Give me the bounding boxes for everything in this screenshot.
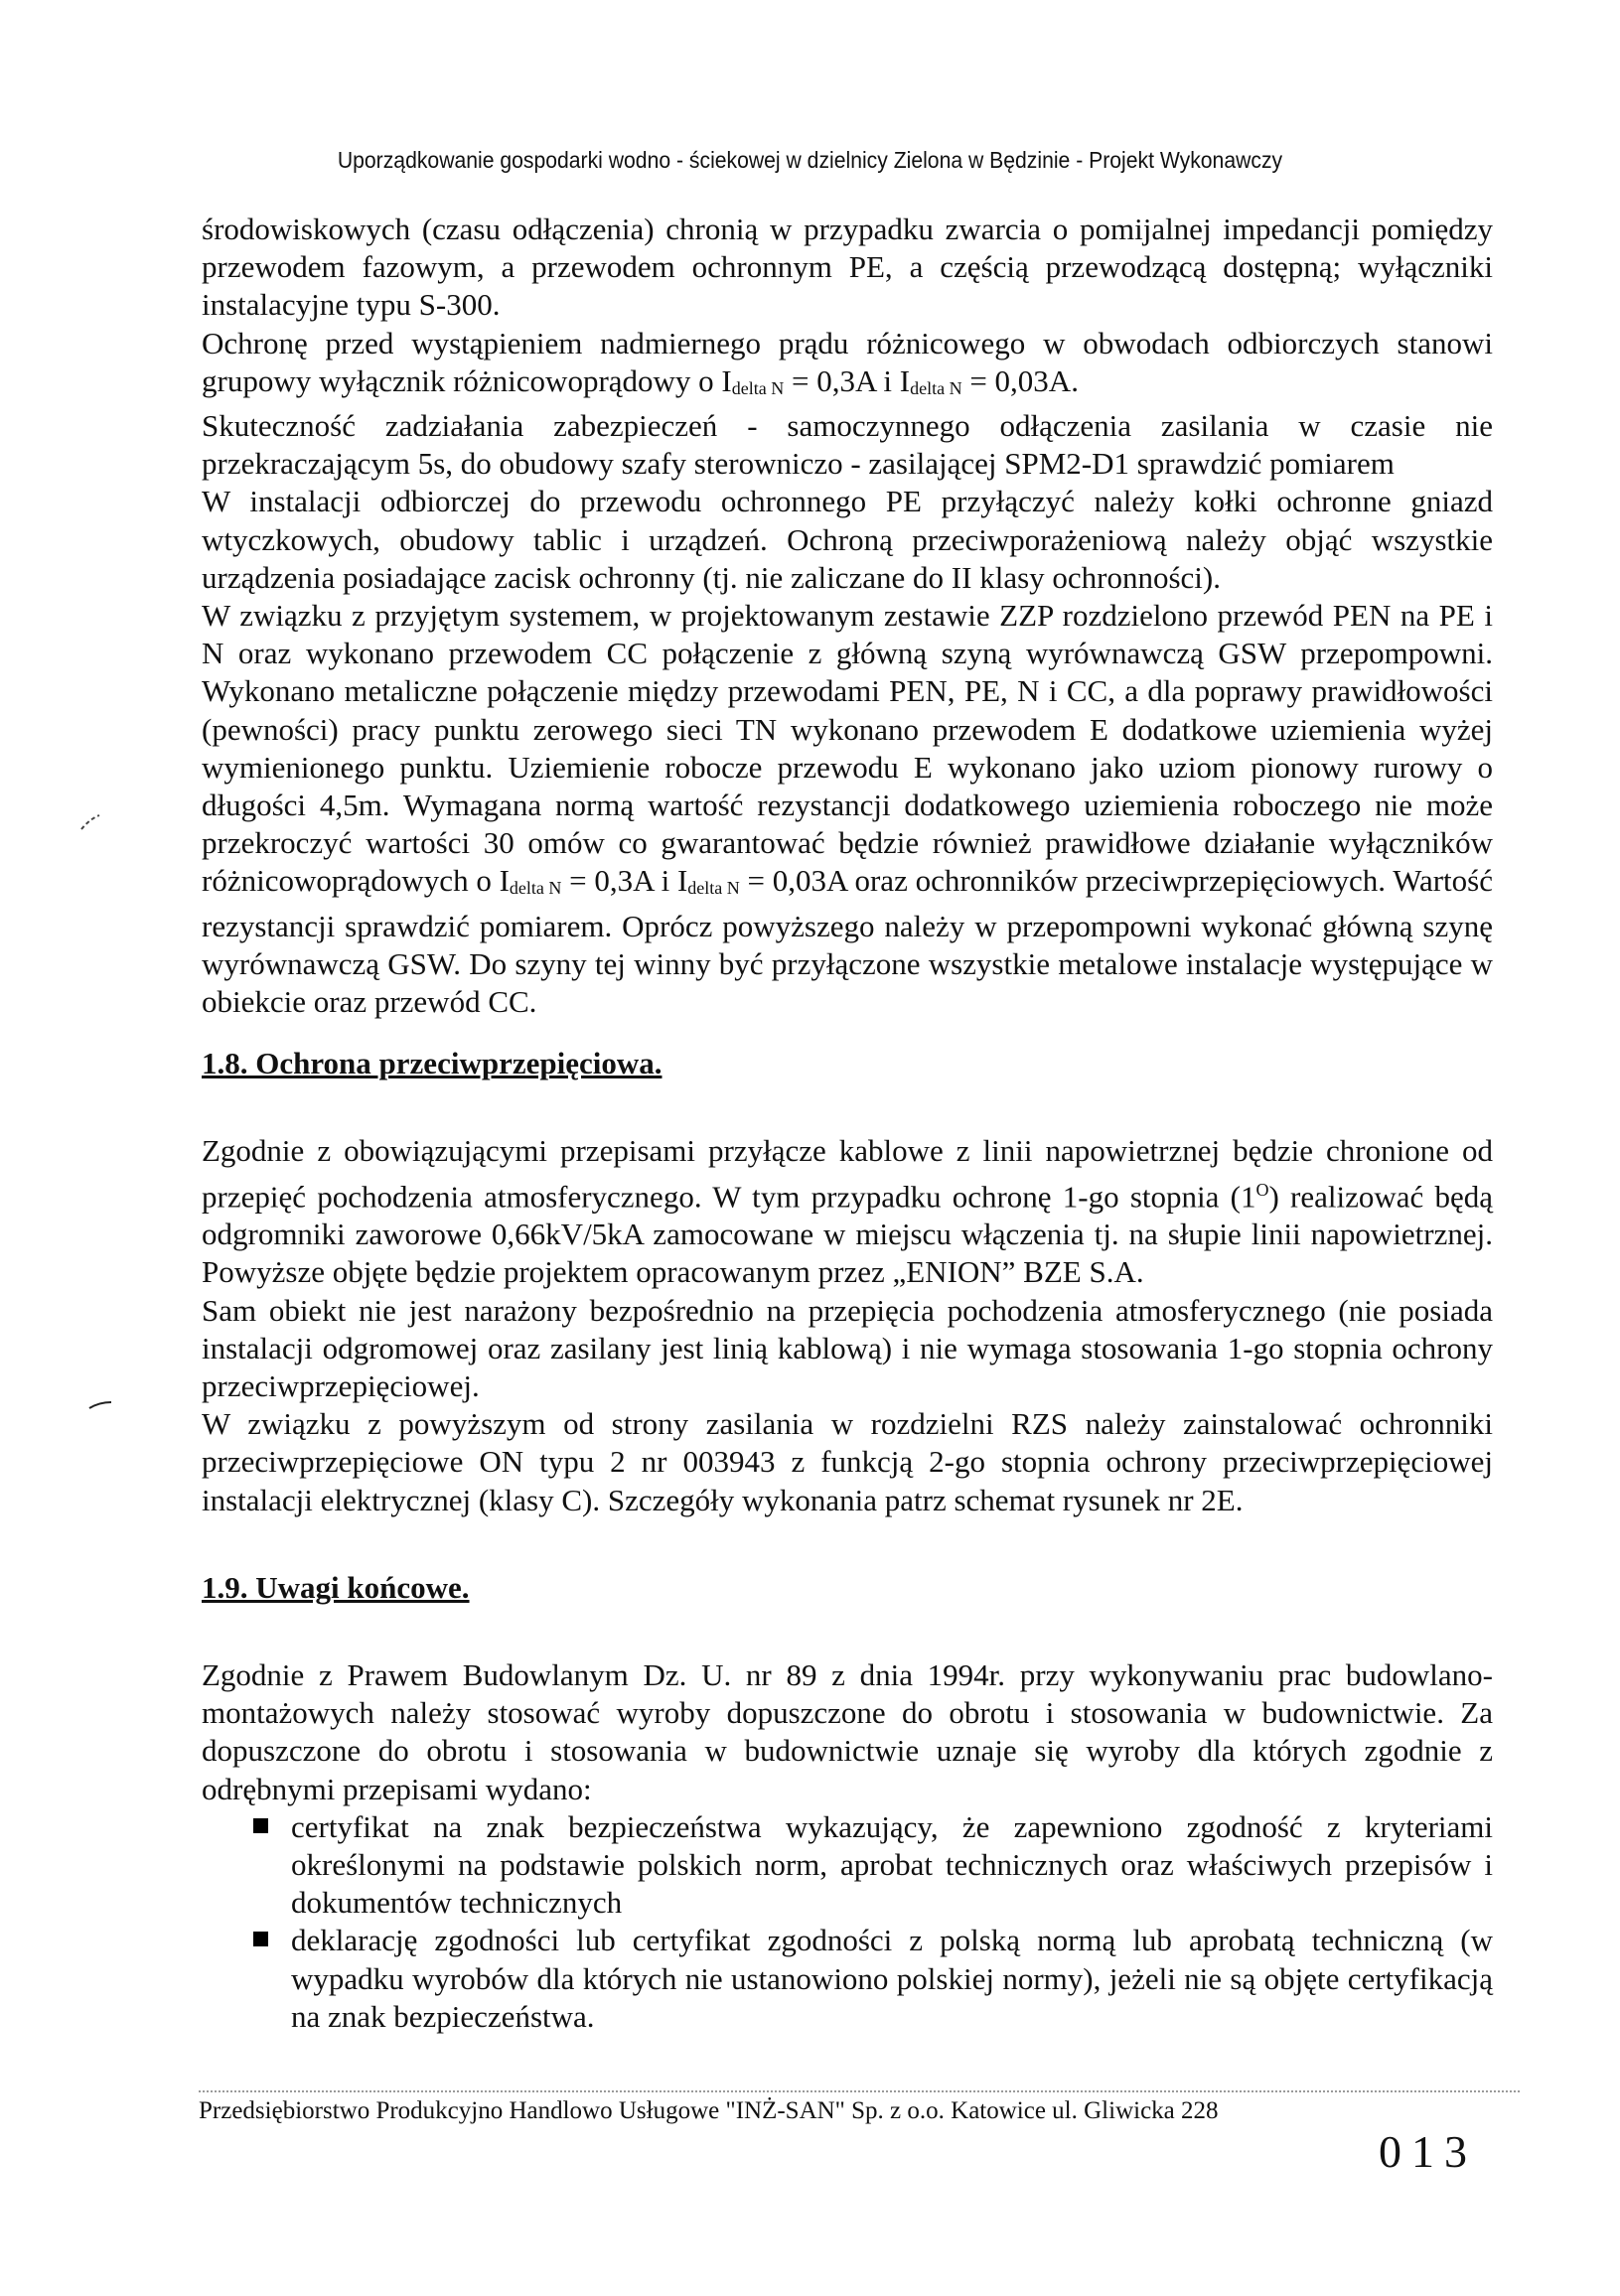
- paragraph: środowiskowych (czasu odłączenia) chronią w przypadku zwarcia o pomijalnej impedancji pomiędzy przewodem fazowym, a przewodem ochronnym PE, a częścią przewodzącą dostępną; wyłączniki instalacyjne typu S-300.: [202, 212, 1493, 323]
- page-header: Uporządkowanie gospodarki wodno - ściekowej w dzielnicy Zielona w Będzinie - Projekt Wykonawczy: [337, 147, 1283, 173]
- paragraph: Skuteczność zadziałania zabezpieczeń - samoczynnego odłączenia zasilania w czasie nie przekraczającym 5s, do obudowy szafy sterowniczo - zasilającej SPM2-D1 sprawdzić pomiarem: [202, 408, 1493, 482]
- footer-divider: [199, 2090, 1520, 2092]
- page-number: 013: [1379, 2126, 1477, 2177]
- paragraph: Sam obiekt nie jest narażony bezpośrednio na przepięcia pochodzenia atmosferycznego (nie posiada instalacji odgromowej oraz zasilany jest linią kablową) i nie wymaga stosowania 1-go stopnia ochrony przeciwprzepięciowej.: [202, 1292, 1493, 1404]
- paragraph: W związku z powyższym od strony zasilania w rozdzielni RZS należy zainstalować ochronniki przeciwprzepięciowe ON typu 2 nr 003943 z funkcją 2-go stopnia ochrony przeciwprzepięciowej instalacji elektrycznej (klasy C). Szczegóły wykonania patrz schemat rysunek nr 2E.: [202, 1406, 1493, 1517]
- list-item: certyfikat na znak bezpieczeństwa wykazujący, że zapewniono zgodność z kryteriami określonymi na podstawie polskich norm, aprobat technicznych oraz właściwych przepisów i dokumentów technicznych: [202, 1808, 1493, 1923]
- list-item: deklarację zgodności lub certyfikat zgodności z polską normą lub aprobatą techniczną (w wypadku wyrobów dla których nie ustanowiono polskiej normy), jeżeli nie są objęte certyfikacją na znak bezpieczeństwa.: [202, 1922, 1493, 2036]
- paragraph: W związku z przyjętym systemem, w projektowanym zestawie ZZP rozdzielono przewód PEN na PE i N oraz wykonano przewodem CC połączenie z główną szyną wyrównawczą GSW przepompowni. Wykonano metaliczne połączenie między przewodami PEN, PE, N i CC, a dla poprawy prawidłowości (pewności) pracy punktu zerowego sieci TN wykonano przewodem E dodatkowe uziemienia wyżej wymienionego punktu. Uziemienie robocze przewodu E wykonano jako uziom pionowy rurowy o długości 4,5m. Wymagana normą wartość rezystancji dodatkowego uziemienia roboczego nie może przekroczyć wartości 30 omów co gwarantować będzie również prawidłowe działanie wyłączników różnicowoprądowych o $I_{delta N} = 0,3A$ i $I_{delta N} = 0,03A$ oraz ochronników przeciwprzepięciowych. Wartość rezystancji sprawdzić pomiarem. Oprócz powyższego należy w przepompowni wykonać główną szynę wyrównawczą GSW. Do szyny tej winny być przyłączone wszystkie metalowe instalacje występujące w obiekcie oraz przewód CC.: [202, 598, 1493, 1020]
- section-heading: 1.8. Ochrona przeciwprzepięciowa.: [202, 1046, 663, 1081]
- page-footer: Przedsiębiorstwo Produkcyjno Handlowo Usługowe "INŻ-SAN" Sp. z o.o. Katowice ul. Gliwicka 228: [199, 2097, 1219, 2124]
- section-heading: 1.9. Uwagi końcowe.: [202, 1569, 470, 1605]
- paragraph: Zgodnie z Prawem Budowlanym Dz. U. nr 89 z dnia 1994r. przy wykonywaniu prac budowlano-montażowych należy stosować wyroby dopuszczone do obrotu i stosowania w budownictwie. Za dopuszczone do obrotu i stosowania w budownictwie uznaje się wyroby dla których zgodnie z odrębnymi przepisami wydano:: [202, 1657, 1493, 1806]
- paragraph: W instalacji odbiorczej do przewodu ochronnego PE przyłączyć należy kołki ochronne gniazd wtyczkowych, obudowy tablic i urządzeń. Ochroną przeciwporażeniową należy objąć wszystkie urządzenia posiadające zacisk ochronny (tj. nie zaliczane do II klasy ochronności).: [202, 484, 1493, 595]
- paragraph: Ochronę przed wystąpieniem nadmiernego prądu różnicowego w obwodach odbiorczych stanowi grupowy wyłącznik różnicowoprądowy o $I_{delta N} = 0,3A$ i $I_{delta N} = 0,03A$.: [202, 325, 1493, 398]
- paragraph: Zgodnie z obowiązującymi przepisami przyłącze kablowe z linii napowietrznej będzie chronione od przepięć pochodzenia atmosferycznego. W tym przypadku ochronę 1-go stopnia $(1^O)$ realizować będą odgromniki zaworowe 0,66kV/5kA zamocowane w miejscu włączenia tj. na słupie linii napowietrznej. Powyższe objęte będzie projektem opracowanym przez „ENION” BZE S.A.: [202, 1133, 1493, 1290]
